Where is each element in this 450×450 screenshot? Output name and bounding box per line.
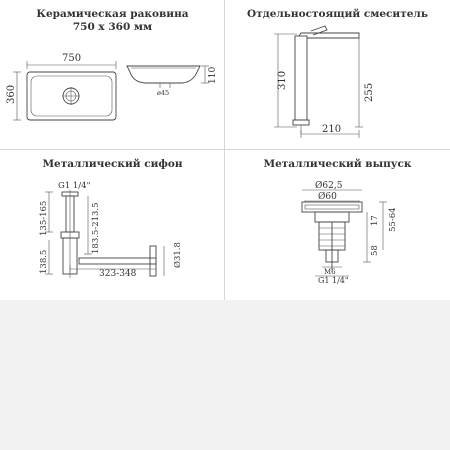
mixer-title: Отдельностоящий смеситель	[247, 8, 428, 20]
basin-drain-label: ø45	[157, 89, 170, 97]
siphon-thread-label: G1 1/4"	[58, 181, 91, 191]
drain-head-label: 17	[370, 215, 380, 226]
siphon-mid-label: 183.5-213.5	[91, 202, 101, 254]
siphon-upper-label: 135-165	[39, 200, 49, 236]
drain-thread-label: G1 1/4"	[318, 276, 349, 285]
siphon-drawing	[0, 150, 225, 300]
basin-drawing	[0, 0, 225, 150]
mixer-panel	[225, 0, 450, 150]
siphon-title: Металлический сифон	[42, 158, 183, 170]
mixer-reach-label: 210	[322, 124, 342, 135]
siphon-pipe-label: Ø31.8	[173, 242, 183, 268]
siphon-length-label: 323-348	[99, 269, 137, 279]
basin-panel	[0, 0, 225, 150]
basin-width-label: 750	[62, 53, 82, 64]
siphon-panel	[0, 150, 225, 300]
siphon-lower-label: 138.5	[39, 249, 49, 274]
drain-outer-label: Ø62,5	[315, 181, 343, 191]
mixer-height-label: 310	[277, 70, 288, 90]
basin-subtitle: 750 х 360 мм	[72, 21, 153, 33]
drain-screw-label: M6	[324, 268, 336, 276]
siphon-icon	[61, 190, 156, 278]
drain-outlet-icon	[302, 202, 362, 270]
mixer-drawing	[225, 0, 450, 150]
basin-title: Керамическая раковина	[36, 8, 189, 20]
mixer-spout-height-label: 255	[364, 82, 375, 102]
drain-range-label: 55-64	[388, 207, 398, 232]
basin-height-label: 110	[208, 66, 218, 84]
grid-divider-horizontal	[0, 149, 450, 150]
grid-divider-vertical	[224, 0, 225, 300]
drain-title: Металлический выпуск	[263, 158, 412, 170]
drain-grate-icon	[62, 87, 80, 105]
drain-body-label: 58	[370, 245, 380, 256]
mixer-faucet-icon	[293, 26, 359, 134]
basin-depth-label: 360	[6, 84, 17, 104]
empty-footer-area	[0, 300, 450, 450]
drain-drawing	[225, 150, 450, 300]
drain-panel	[225, 150, 450, 300]
drain-inner-label: Ø60	[318, 192, 337, 202]
